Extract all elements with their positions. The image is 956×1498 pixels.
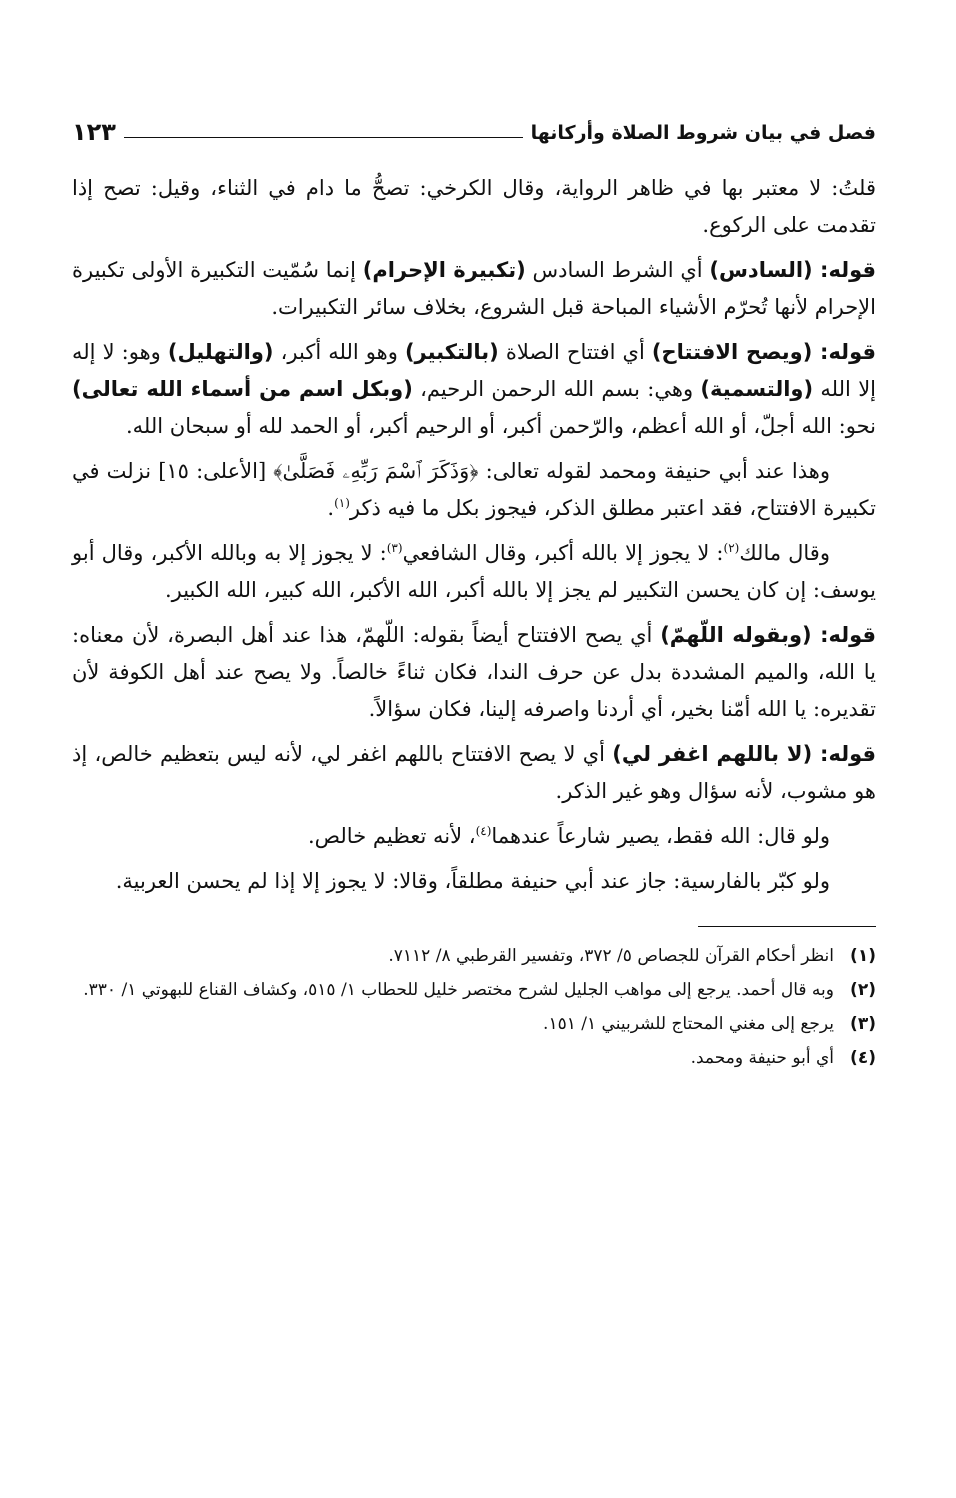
text-run: أي يصح الافتتاح أيضاً بقوله: اللّهمّ، هذا عند أهل البصرة، لأن معناه: يا الله، والميم المشددة بدل عن حرف الندا، فكان ثناءً خالصاً. ولا يصح عند أهل الكوفة لأن تقديره: يا الله أمّنا بخير، أي أردنا واصرفه إلينا، فكان سؤالاً. — [72, 623, 876, 721]
text-run: : لا يجوز إلا به وبالله الأكبر، وقال أبو يوسف: إن كان يحسن التكبير لم يجز إلا بالله أكبر، الله الأكبر، الله كبير، الله الكبير. — [72, 541, 876, 602]
chapter-title: فصل في بيان شروط الصلاة وأركانها — [530, 122, 876, 144]
running-header — [72, 110, 876, 144]
text-run: أي الشرط السادس — [525, 258, 710, 282]
text-run: : لا يجوز إلا بالله أكبر، وقال الشافعي — [402, 541, 724, 565]
text-run: نحو: الله أجلّ، أو الله أعظم، والرّحمن أكبر، أو الرحيم أكبر، أو الحمد لله أو سبحان الله. — [125, 414, 876, 438]
footnote — [72, 1009, 876, 1039]
text-run: قلتُ: لا معتبر بها في ظاهر الرواية، وقال الكرخي: تصحُّ ما دام في الثناء، وقيل: تصح إذا تقدمت على الركوع. — [72, 176, 876, 237]
text-run: ، لأنه تعظيم خالص. — [308, 824, 476, 848]
bold-term: (وبقوله اللّهمّ) — [660, 623, 812, 647]
footnote — [72, 1043, 876, 1073]
bold-term: (والتسمية) — [700, 377, 814, 401]
paragraph — [72, 334, 876, 445]
footnote-ref[interactable]: (١) — [334, 496, 350, 510]
footnote — [72, 975, 876, 1005]
header-rule — [124, 137, 523, 138]
paragraph — [72, 535, 876, 609]
bold-term: (تكبيرة الإحرام) — [362, 258, 526, 282]
text-run: أي افتتاح الصلاة — [498, 340, 652, 364]
footnote-ref[interactable]: (٣) — [386, 541, 403, 555]
paragraph — [72, 453, 876, 527]
qawluhu-lead: قوله: — [812, 258, 876, 282]
text-run: . — [327, 496, 335, 520]
text-run: وهو: لا إله إلا الله — [72, 340, 877, 401]
footnote-separator — [698, 926, 876, 927]
bold-term: (ويصح الافتتاح) — [651, 340, 813, 364]
footnote-text: وبه قال أحمد. يرجع إلى مواهب الجليل لشرح مختصر خليل للحطاب ١/ ٥١٥، وكشاف القناع للبهوتي ١/ ٣٣٠. — [83, 980, 834, 1000]
text-run: وهي: بسم الله الرحمن الرحيم، — [412, 377, 701, 401]
paragraph — [72, 818, 876, 855]
page-number: ١٢٣ — [72, 118, 116, 146]
text-run: ولو كبّر بالفارسية: جاز عند أبي حنيفة مطلقاً، وقالا: لا يجوز إلا إذا لم يحسن العربية. — [115, 869, 830, 893]
text-run: ولو قال: الله فقط، يصير شارعاً عندهما — [491, 824, 830, 848]
footnote-ref[interactable]: (٤) — [475, 824, 492, 838]
paragraph — [72, 170, 876, 244]
footnote-number: (٣) — [850, 1014, 876, 1034]
main-text — [72, 170, 876, 900]
text-run: وهذا عند أبي حنيفة ومحمد لقوله تعالى: ﴿وَذَكَرَ ٱسْمَ رَبِّهِۦ فَصَلَّىٰ﴾ [الأعلى: ١٥] نزلت في تكبيرة الافتتاح، فقد اعتبر مطلق الذكر، فيجوز بكل ما فيه ذكر — [72, 459, 876, 520]
bold-term: (لا باللهم اغفر لي) — [612, 742, 813, 766]
text-run: وقال مالك — [739, 541, 830, 565]
text-run: إنما سُمّيت التكبيرة الأولى تكبيرة الإحرام لأنها تُحرّم الأشياء المباحة قبل الشروع، بخلاف سائر التكبيرات. — [72, 258, 876, 319]
paragraph — [72, 736, 876, 810]
bold-term: (والتهليل) — [167, 340, 274, 364]
footnote-number: (٢) — [850, 980, 876, 1000]
footnote — [72, 941, 876, 971]
paragraph — [72, 863, 876, 900]
bold-term: (وبكل اسم من أسماء الله تعالى) — [72, 377, 413, 401]
paragraph — [72, 617, 876, 728]
footnote-number: (١) — [850, 946, 876, 966]
qawluhu-lead: قوله: — [812, 742, 876, 766]
paragraph — [72, 252, 876, 326]
footnotes — [72, 941, 876, 1073]
footnote-ref[interactable]: (٢) — [723, 541, 740, 555]
footnote-number: (٤) — [850, 1048, 876, 1068]
text-run: وهو الله أكبر، — [273, 340, 405, 364]
qawluhu-lead: قوله: — [811, 623, 877, 647]
bold-term: (بالتكبير) — [404, 340, 499, 364]
bold-term: (السادس) — [709, 258, 813, 282]
footnote-text: أي أبو حنيفة ومحمد. — [690, 1048, 834, 1068]
text-run: أي لا يصح الافتتاح باللهم اغفر لي، لأنه ليس بتعظيم خالص، إذ هو مشوب، لأنه سؤال وهو غير الذكر. — [72, 742, 876, 803]
footnote-text: يرجع إلى مغني المحتاج للشربيني ١/ ١٥١. — [543, 1014, 834, 1034]
qawluhu-lead: قوله: — [812, 340, 876, 364]
footnote-text: انظر أحكام القرآن للجصاص ٥/ ٣٧٢، وتفسير القرطبي ٨/ ٧١١٢. — [388, 946, 834, 966]
